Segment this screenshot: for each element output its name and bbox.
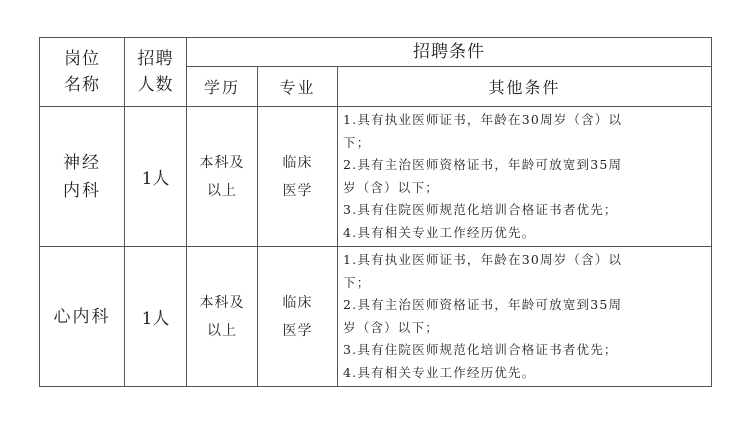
other-conditions-header: 其他条件 xyxy=(338,67,712,107)
conditions-header: 招聘条件 xyxy=(187,38,712,67)
cell-line: 本科及 xyxy=(199,294,245,311)
major-cell xyxy=(258,247,338,387)
conditions-cell xyxy=(338,247,712,387)
education-cell xyxy=(187,107,258,247)
major-header: 专业 xyxy=(258,67,338,107)
cell-line: 临床 xyxy=(282,294,313,311)
condition-line: 3.具有住院医师规范化培训合格证书者优先； xyxy=(343,342,618,357)
condition-line: 下； xyxy=(343,134,371,150)
conditions-cell xyxy=(338,107,712,247)
headcount-cell: 1人 xyxy=(125,107,187,247)
condition-line: 岁（含）以下； xyxy=(343,319,439,335)
position-cell xyxy=(40,247,125,387)
condition-line: 4.具有相关专业工作经历优先。 xyxy=(343,224,536,240)
condition-line: 岁（含）以下； xyxy=(343,179,439,195)
position-name-header xyxy=(40,38,125,107)
headcount-cell: 1人 xyxy=(125,247,187,387)
header-row-1 xyxy=(40,38,712,67)
cell-line: 临床 xyxy=(282,154,313,171)
recruitment-table xyxy=(39,37,712,387)
condition-line: 4.具有相关专业工作经历优先。 xyxy=(343,364,536,380)
table-row xyxy=(40,247,712,387)
condition-line: 1.具有执业医师证书，年龄在30周岁（含）以 xyxy=(343,252,623,267)
condition-line: 下； xyxy=(343,274,371,290)
cell-line: 心内科 xyxy=(53,306,111,327)
cell-line: 神经 xyxy=(63,152,101,173)
condition-line: 2.具有主治医师资格证书，年龄可放宽到35周 xyxy=(343,157,623,172)
cell-line: 本科及 xyxy=(199,154,245,171)
cell-line: 医学 xyxy=(282,182,313,199)
condition-line: 1.具有执业医师证书，年龄在30周岁（含）以 xyxy=(343,112,623,127)
education-cell xyxy=(187,247,258,387)
table-row xyxy=(40,107,712,247)
header-line: 招聘 xyxy=(137,49,174,69)
cell-line: 以上 xyxy=(207,322,237,339)
major-cell xyxy=(258,107,338,247)
header-line: 岗位 xyxy=(64,49,100,69)
cell-line: 医学 xyxy=(282,322,313,339)
condition-line: 2.具有主治医师资格证书，年龄可放宽到35周 xyxy=(343,297,623,312)
cell-line: 以上 xyxy=(207,182,237,199)
condition-line: 3.具有住院医师规范化培训合格证书者优先； xyxy=(343,202,618,217)
education-header: 学历 xyxy=(187,67,258,107)
cell-line: 内科 xyxy=(63,180,101,201)
header-line: 人数 xyxy=(137,75,174,95)
position-cell xyxy=(40,107,125,247)
headcount-header xyxy=(125,38,187,107)
header-line: 名称 xyxy=(64,75,100,95)
